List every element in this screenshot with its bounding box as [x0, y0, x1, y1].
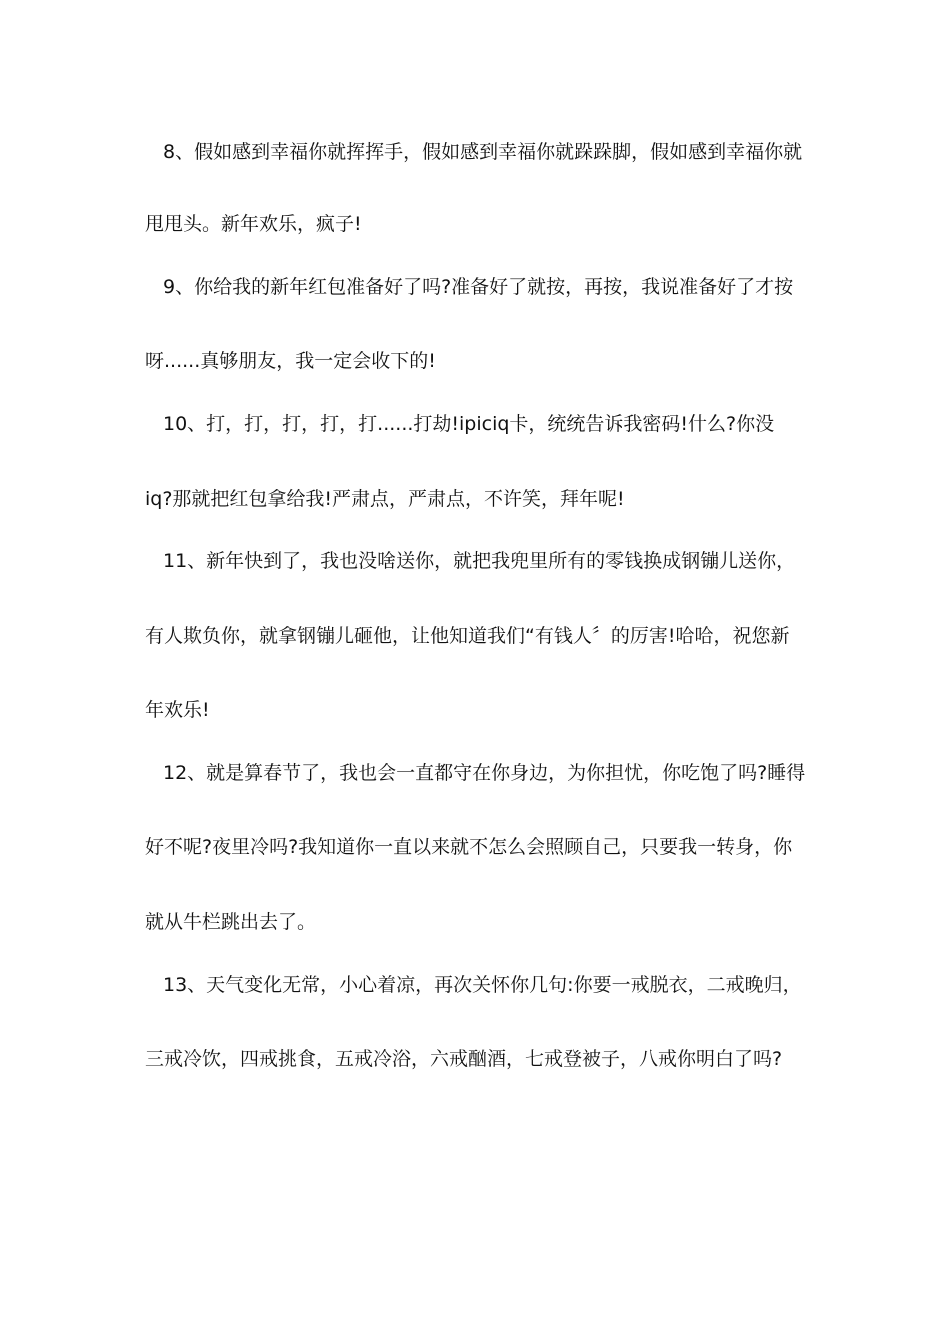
text-line-item12-2: 好不呢?夜里冷吗?我知道你一直以来就不怎么会照顾自己，只要我一转身，你 — [145, 836, 793, 858]
text-line-item13-2: 三戒冷饮，四戒挑食，五戒冷浴，六戒酗酒，七戒登被子，八戒你明白了吗? — [145, 1048, 783, 1070]
text-line-item13-1: 13、天气变化无常，小心着凉，再次关怀你几句:你要一戒脱衣，二戒晚归， — [163, 974, 802, 996]
text-line-item12-3: 就从牛栏跳出去了。 — [145, 911, 317, 933]
text-line-item12-1: 12、就是算春节了，我也会一直都守在你身边，为你担忧，你吃饱了吗?睡得 — [163, 762, 806, 784]
text-line-item8-1: 8、假如感到幸福你就挥挥手，假如感到幸福你就跺跺脚，假如感到幸福你就 — [163, 141, 803, 163]
text-line-item11-1: 11、新年快到了，我也没啥送你，就把我兜里所有的零钱换成钢镚儿送你， — [163, 550, 796, 572]
text-line-item10-2: iq?那就把红包拿给我!严肃点，严肃点，不许笑，拜年呢! — [145, 488, 625, 510]
text-line-item9-2: 呀......真够朋友，我一定会收下的! — [145, 350, 436, 372]
text-line-item10-1: 10、打，打，打，打，打......打劫!ipiciq卡，统统告诉我密码!什么?你没 — [163, 413, 775, 435]
text-line-item8-2: 甩甩头。新年欢乐，疯子! — [145, 213, 362, 235]
text-line-item11-2: 有人欺负你，就拿钢镚儿砸他，让他知道我们“有钱人〞的厉害!哈哈，祝您新 — [145, 625, 790, 647]
text-line-item11-3: 年欢乐! — [145, 699, 210, 721]
text-line-item9-1: 9、你给我的新年红包准备好了吗?准备好了就按，再按，我说准备好了才按 — [163, 276, 794, 298]
